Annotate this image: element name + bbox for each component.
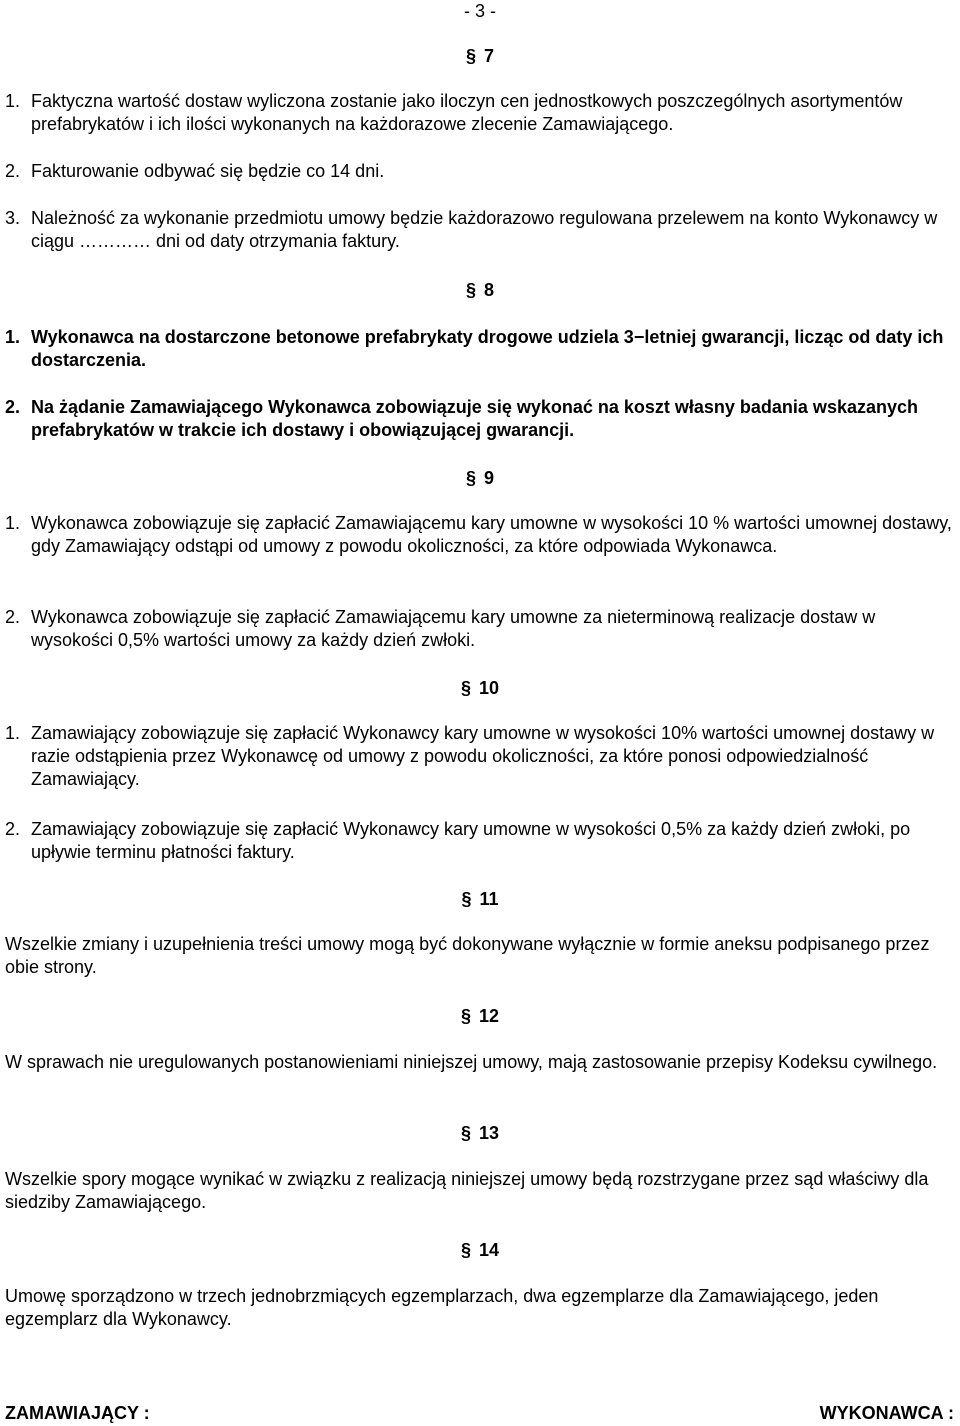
section-number: 8 [484,280,495,300]
section-symbol: § [465,280,476,300]
item-number: 1. [5,327,21,347]
item-text: Fakturowanie odbywać się będzie co 14 dni. [31,161,385,181]
item-text: Faktyczna wartość dostaw wyliczona zostanie jako iloczyn cen jednostkowych poszczególnych asortymentów prefabrykatów i ich ilości wykonanych na każdorazowe zlecenie Zamawiającego. [31,91,903,134]
paragraph-13: Wszelkie spory mogące wynikać w związku z realizacją niniejszej umowy będą rozstrzygane przez sąd właściwy dla siedziby Zamawiającego. [5,1169,929,1212]
section-number: 9 [484,468,495,488]
section-number: 12 [478,1006,500,1026]
page-number: - 3 - [463,1,496,21]
section-symbol: § [465,46,476,66]
item-number: 2. [5,161,21,181]
paragraph-8-2 [5,396,953,442]
item-text: Zamawiający zobowiązuje się zapłacić Wykonawcy kary umowne w wysokości 0,5% za każdy dzień zwłoki, po upływie terminu płatności faktury. [31,819,911,862]
section-heading-13 [0,1122,960,1145]
item-text: Wykonawca zobowiązuje się zapłacić Zamawiającemu kary umowne w wysokości 10 % wartości umownej dostawy, gdy Zamawiający odstąpi od umowy z powodu okoliczności, za które odpowiada Wykonawca. [31,513,952,556]
section-heading-14 [0,1239,960,1262]
section-number: 11 [479,889,499,909]
section-symbol: § [465,468,476,488]
paragraph-9-2 [5,606,953,652]
section-number: 14 [478,1240,500,1260]
paragraph-11: Wszelkie zmiany i uzupełnienia treści umowy mogą być dokonywane wyłącznie w formie aneksu podpisanego przez obie strony. [5,934,930,977]
paragraph-9-1 [5,512,953,558]
item-number: 3. [5,208,21,228]
item-number: 2. [5,607,21,627]
section-heading-9 [0,467,960,490]
section-number: 10 [478,678,500,698]
item-number: 1. [5,91,21,111]
section-heading-12 [0,1005,960,1028]
item-text: Zamawiający zobowiązuje się zapłacić Wykonawcy kary umowne w wysokości 10% wartości umownej dostawy w razie odstąpienia przez Wykonawcę od umowy z powodu okoliczności, za które ponosi odpowiedzialność Zamawiający. [31,723,935,789]
section-heading-11 [0,888,960,911]
paragraph-12: W sprawach nie uregulowanych postanowieniami niniejszej umowy, mają zastosowanie przepisy Kodeksu cywilnego. [5,1052,938,1072]
item-text: Wykonawca na dostarczone betonowe prefabrykaty drogowe udziela 3−letniej gwarancji, licząc od daty ich dostarczenia. [31,327,944,370]
item-text: Na żądanie Zamawiającego Wykonawca zobowiązuje się wykonać na koszt własny badania wskazanych prefabrykatów w trakcie ich dostawy i obowiązującej gwarancji. [31,397,918,440]
item-number: 1. [5,513,21,533]
section-number: 7 [484,46,495,66]
section-symbol: § [461,889,472,909]
item-number: 2. [5,397,21,417]
section-heading-10 [0,677,960,700]
paragraph-8-1 [5,326,953,372]
item-text: Należność za wykonanie przedmiotu umowy będzie każdorazowo regulowana przelewem na konto Wykonawcy w ciągu ………… dni od daty otrzymania faktury. [31,208,938,251]
section-number: 13 [478,1123,500,1143]
item-number: 1. [5,723,21,743]
section-heading-7 [0,45,960,68]
paragraph-7-1 [5,90,953,136]
section-symbol: § [460,678,471,698]
signature-zamawiajacy: ZAMAWIAJĄCY : [5,1403,150,1423]
signature-wykonawca: WYKONAWCA : [819,1403,954,1423]
section-symbol: § [460,1240,471,1260]
item-text: Wykonawca zobowiązuje się zapłacić Zamawiającemu kary umowne za nieterminową realizacje dostaw w wysokości 0,5% wartości umowy za każdy dzień zwłoki. [31,607,876,650]
paragraph-7-2 [5,160,953,183]
section-heading-8 [0,279,960,302]
section-symbol: § [460,1123,471,1143]
paragraph-14: Umowę sporządzono w trzech jednobrzmiących egzemplarzach, dwa egzemplarze dla Zamawiającego, jeden egzemplarz dla Wykonawcy. [5,1286,879,1329]
paragraph-7-3 [5,207,953,253]
section-symbol: § [460,1006,471,1026]
paragraph-10-1 [5,722,953,791]
paragraph-10-2 [5,818,953,864]
item-number: 2. [5,819,21,839]
